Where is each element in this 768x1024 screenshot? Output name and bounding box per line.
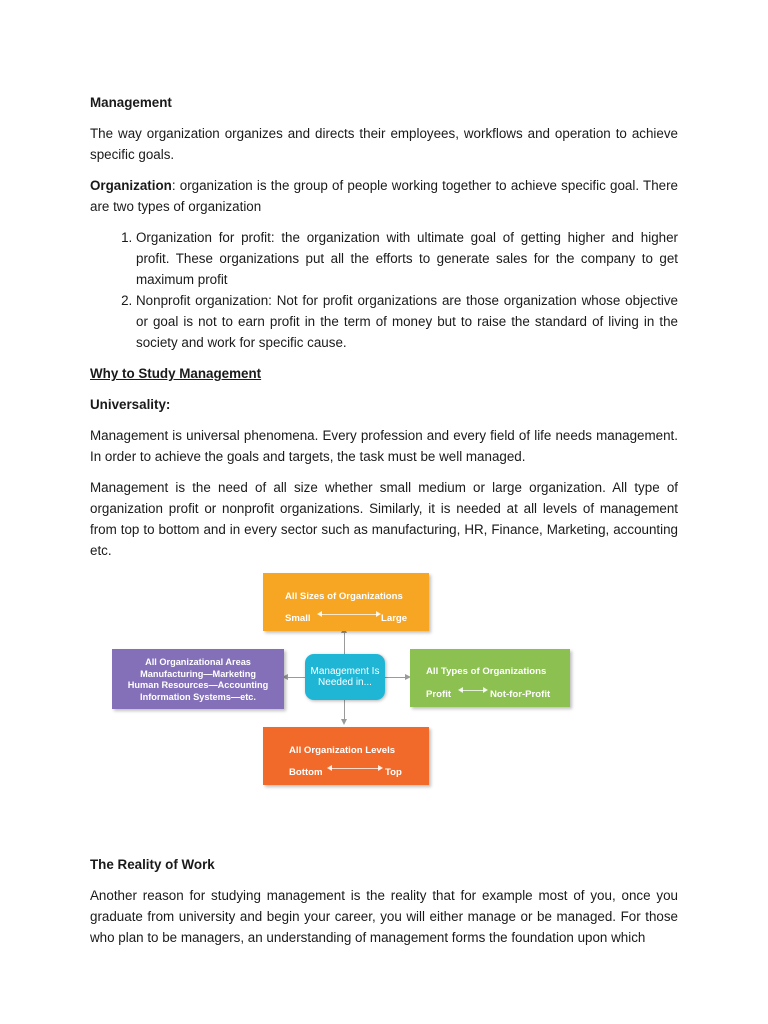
organization-types-list — [90, 227, 678, 353]
levels-left-label: Bottom — [289, 767, 323, 778]
management-needed-diagram — [90, 571, 678, 816]
areas-box — [112, 649, 284, 709]
reality-paragraph: Another reason for studying management is the reality that for example most of you, once you graduate from university and begin your career, you will either manage or be managed. For those who plan to be managers, an understanding of management forms the foundation upon which — [90, 888, 678, 945]
management-center-node: Management Is Needed in... — [305, 654, 385, 700]
levels-title: All Organization Levels — [289, 745, 396, 756]
sizes-box — [263, 573, 429, 631]
document-page — [90, 92, 678, 958]
sizes-title: All Sizes of Organizations — [285, 591, 403, 602]
sizes-left-label: Small — [285, 613, 311, 624]
organization-label: Organization — [90, 178, 172, 193]
types-title: All Types of Organizations — [426, 666, 547, 677]
areas-line: Information Systems—etc. — [140, 691, 256, 702]
areas-line: Human Resources—Accounting — [127, 680, 269, 690]
why-study-heading: Why to Study Management — [90, 366, 262, 381]
types-right-label: Not-for-Profit — [490, 689, 551, 700]
types-left-label: Profit — [426, 689, 452, 700]
universality-heading: Universality: — [90, 397, 171, 412]
areas-line: Manufacturing—Marketing — [140, 668, 256, 679]
reality-heading: The Reality of Work — [90, 857, 215, 872]
management-definition: The way organization organizes and directs their employees, workflows and operation to achieve specific goals. — [90, 126, 678, 162]
connector-bottom — [344, 700, 345, 721]
types-box — [410, 649, 570, 707]
areas-text — [112, 649, 284, 703]
list-item: 2. Nonprofit organization: Not for profit organizations are those organization whose objective or goal is not to earn profit in the term of money but to raise the standard of living in the society and work for specific cause. — [136, 290, 678, 353]
arrow-tip-bottom — [341, 719, 347, 725]
connector-left — [285, 677, 305, 678]
connector-right — [385, 677, 407, 678]
sizes-range-arrow — [319, 614, 379, 615]
levels-box — [263, 727, 429, 785]
sizes-right-label: Large — [381, 613, 408, 624]
universality-paragraph-1: Management is universal phenomena. Every profession and every field of life needs management. In order to achieve the goals and targets, the task must be well managed. — [90, 428, 678, 464]
management-heading: Management — [90, 95, 172, 110]
connector-top — [344, 630, 345, 654]
universality-paragraph-2: Management is the need of all size whether small medium or large organization. All type of organization profit or nonprofit organizations. Similarly, it is needed at all levels of management from top to bottom and in every sector such as manufacturing, HR, Finance, Marketing, accounting etc. — [90, 480, 678, 558]
levels-range-arrow — [329, 768, 381, 769]
levels-right-label: Top — [385, 767, 402, 778]
types-range-arrow — [460, 690, 486, 691]
organization-paragraph — [90, 175, 678, 217]
list-item: 1. Organization for profit: the organization with ultimate goal of getting higher and higher profit. These organizations put all the efforts to generate sales for the company to get maximum profit — [136, 227, 678, 290]
areas-line: All Organizational Areas — [145, 657, 251, 667]
organization-text: : organization is the group of people working together to achieve specific goal. There are two types of organization — [90, 178, 678, 214]
